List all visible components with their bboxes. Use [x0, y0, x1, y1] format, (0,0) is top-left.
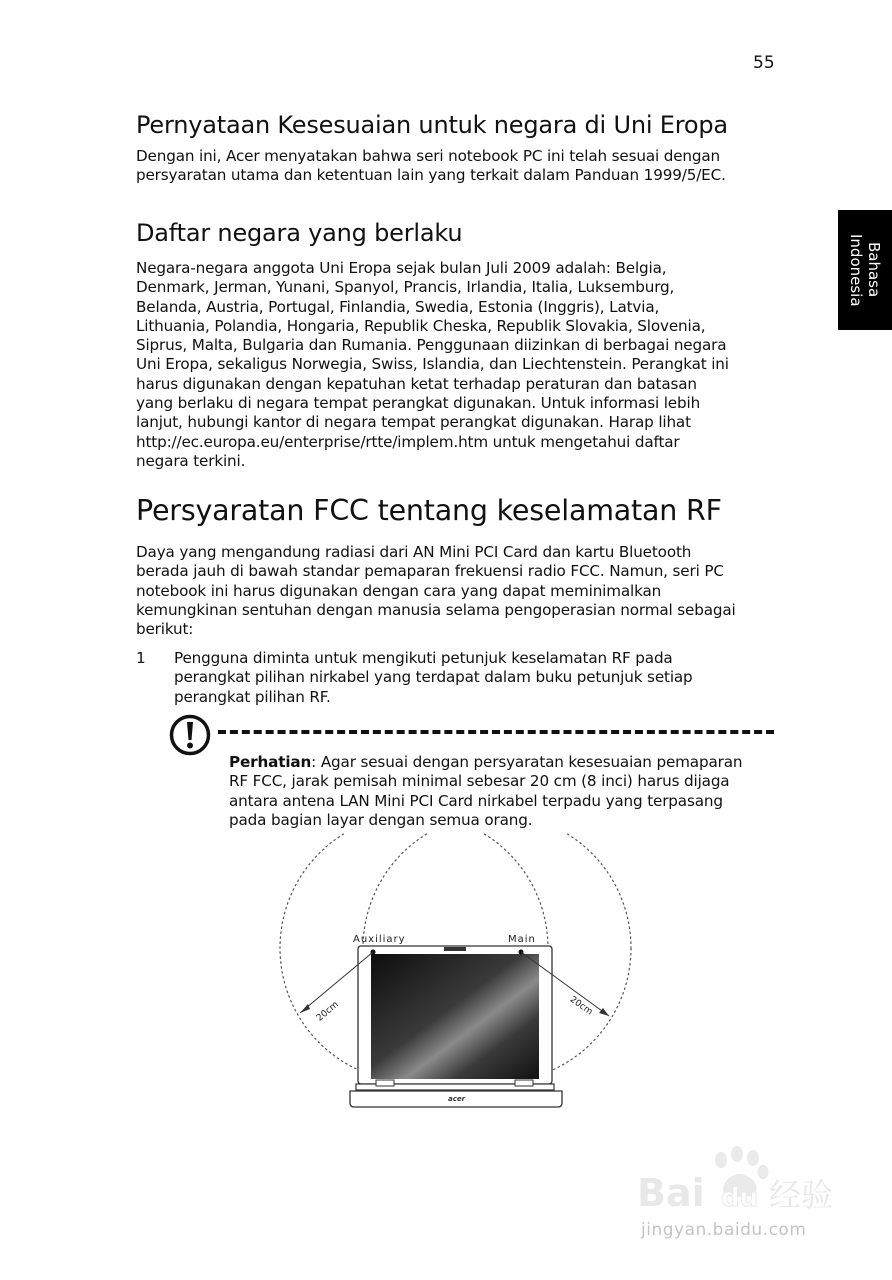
text-line: persyaratan utama dan ketentuan lain yang terkait dalam Panduan 1999/5/EC.: [136, 166, 726, 185]
text-line: harus digunakan dengan kepatuhan ketat terhadap peraturan dan batasan: [136, 374, 697, 393]
section-eu-compliance: [136, 111, 776, 139]
paragraph-country-list: [136, 259, 776, 471]
text-line: Daya yang mengandung radiasi dari AN Mini PCI Card dan kartu Bluetooth: [136, 543, 692, 561]
watermark-brand: Bai: [637, 1171, 705, 1215]
heading-country-list: Daftar negara yang berlaku: [136, 219, 463, 247]
text-line: berada jauh di bawah standar pemaparan frekuensi radio FCC. Namun, seri PC: [136, 562, 724, 581]
caution-icon: [168, 713, 212, 757]
note-divider: [218, 730, 774, 734]
note-label: Perhatian: [229, 753, 312, 771]
list-number: 1: [136, 649, 146, 667]
note-first-line: [229, 753, 769, 772]
paragraph-fcc-rf: [136, 543, 776, 639]
heading-eu-compliance: Pernyataan Kesesuaian untuk negara di Uni Eropa: [136, 111, 728, 139]
text-line: pada bagian layar dengan semua orang.: [229, 810, 533, 829]
text-line: lanjut, hubungi kantor di negara tempat perangkat digunakan. Harap lihat: [136, 413, 691, 432]
auxiliary-distance-arrowhead: [300, 1004, 310, 1013]
section-country-list: [136, 219, 776, 247]
watermark-url: jingyan.baidu.com: [641, 1220, 807, 1240]
text-line: Lithuania, Polandia, Hongaria, Republik Cheska, Republik Slovakia, Slovenia,: [136, 316, 706, 335]
note-first-line-text: : Agar sesuai dengan persyaratan kesesuaian pemaparan: [311, 753, 743, 771]
text-line: Denmark, Jerman, Yunani, Spanyol, Prancis, Irlandia, Italia, Luksemburg,: [136, 278, 675, 297]
figure-label-auxiliary: Auxiliary: [353, 934, 406, 945]
text-line: yang berlaku di negara tempat perangkat digunakan. Untuk informasi lebih: [136, 394, 701, 413]
text-line: RF FCC, jarak pemisah minimal sebesar 20 cm (8 inci) harus dijaga: [229, 772, 730, 791]
text-line: Negara-negara anggota Uni Eropa sejak bulan Juli 2009 adalah: Belgia,: [136, 259, 667, 277]
watermark-cn-text: 经验: [769, 1176, 834, 1214]
figure-distance-left: 20cm: [315, 999, 341, 1024]
watermark-brand-du: du: [721, 1183, 759, 1213]
laptop-screen: [371, 954, 539, 1079]
hinge-left: [376, 1080, 394, 1086]
text-line: Belanda, Austria, Portugal, Finlandia, Swedia, Estonia (Inggris), Latvia,: [136, 297, 660, 316]
heading-fcc-rf: Persyaratan FCC tentang keselamatan RF: [136, 494, 722, 527]
text-line: http://ec.europa.eu/enterprise/rtte/implem.htm untuk mengetahui daftar: [136, 432, 680, 451]
text-line: Siprus, Malta, Bulgaria dan Rumania. Penggunaan diizinkan di berbagai negara: [136, 336, 727, 355]
text-line: perangkat pilihan nirkabel yang terdapat dalam buku petunjuk setiap: [174, 668, 693, 687]
language-side-tab-label: Bahasa Indonesia: [847, 233, 883, 307]
text-line: antara antena LAN Mini PCI Card nirkabel terpadu yang terpasang: [229, 791, 723, 810]
text-line: Pengguna diminta untuk mengikuti petunjuk keselamatan RF pada: [174, 649, 673, 667]
text-line: perangkat pilihan RF.: [174, 687, 331, 706]
text-line: Dengan ini, Acer menyatakan bahwa seri notebook PC ini telah sesuai dengan: [136, 147, 721, 165]
figure-label-main: Main: [508, 934, 536, 945]
list-text: [174, 649, 774, 707]
text-line: notebook ini harus digunakan dengan cara yang dapat meminimalkan: [136, 581, 662, 600]
text-line: berikut:: [136, 620, 194, 639]
section-fcc-rf: [136, 494, 776, 527]
page-number: 55: [753, 53, 775, 73]
caution-note: [229, 753, 769, 830]
hinge-right: [515, 1080, 533, 1086]
text-line: Uni Eropa, sekaligus Norwegia, Swiss, Islandia, dan Liechtenstein. Perangkat ini: [136, 355, 729, 374]
figure-distance-right: 20cm: [567, 994, 595, 1018]
language-side-tab: [838, 210, 892, 330]
webcam-bar: [444, 947, 466, 951]
antenna-range-figure: [272, 833, 642, 1123]
text-line: kemungkinan sentuhan dengan manusia selama pengoperasian normal sebagai: [136, 600, 736, 619]
paragraph-eu-compliance: [136, 147, 776, 186]
text-line: negara terkini.: [136, 451, 246, 470]
acer-logo: acer: [448, 1095, 466, 1103]
